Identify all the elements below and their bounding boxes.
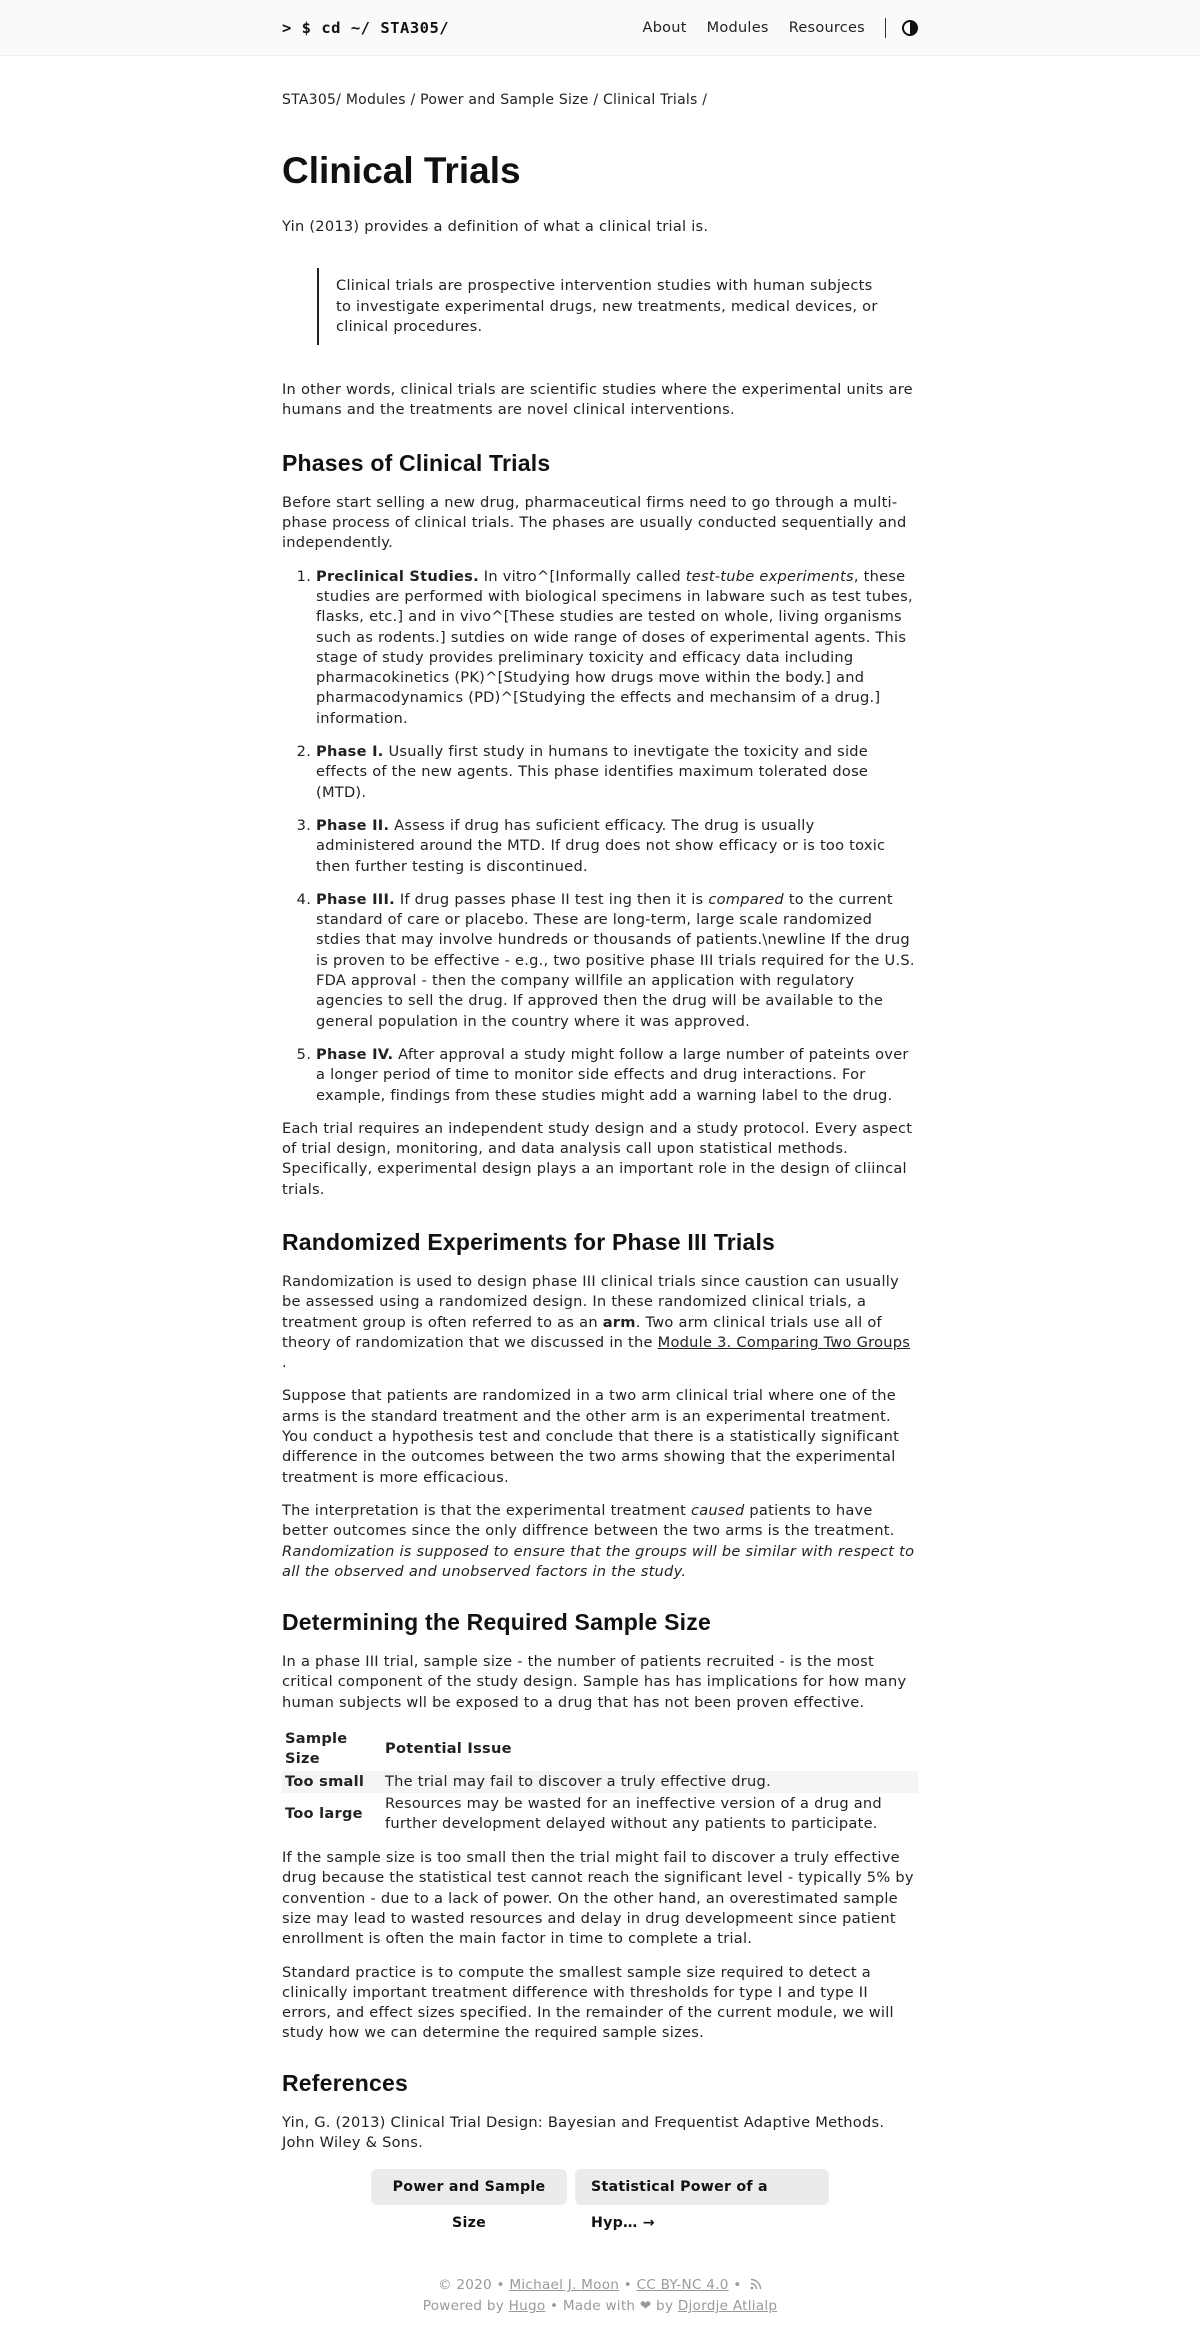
heading-sample-size: Determining the Required Sample Size (282, 1609, 711, 1636)
quote-text: Clinical trials are prospective intervention studies with human subjects to investigate experimental drugs, new treatments, medical devices, or clinical procedures. (336, 277, 878, 335)
rss-icon[interactable] (750, 2278, 762, 2290)
half-circle-icon[interactable] (902, 20, 918, 36)
nav-about[interactable]: About (642, 20, 687, 36)
footer-line-1: © 2020 • Michael J. Moon • CC BY-NC 4.0 • (282, 2275, 918, 2296)
list-item: 2. Phase I. Usually first study in humans to inevtigate the toxicity and side effects of the new agents. This phase identifies maximum tolerated dose (MTD). (316, 742, 918, 803)
phases-closing: Each trial requires an independent study design and a study protocol. Every aspect of trial design, monitoring, and data analysis call upon statistical methods. Specifically, experimental design plays a an important role in the design of cliincal trials. (282, 1119, 913, 1198)
sample-size-p3: Standard practice is to compute the smallest sample size required to detect a clinically important treatment difference with thresholds for type I and type II errors, and effect sizes specified. In the remainder of the current module, we will study how we can determine the required sample sizes. (282, 1963, 894, 2042)
footer-line-2: Powered by Hugo • Made with ❤ by Djordje Atlialp (422, 2298, 778, 2315)
table-row (282, 1771, 918, 1793)
author-link[interactable]: Michael J. Moon (509, 2277, 620, 2294)
page-title: Clinical Trials (282, 150, 521, 191)
hugo-link[interactable]: Hugo (508, 2298, 546, 2315)
sample-size-p1: In a phase III trial, sample size - the number of patients recruited - is the most critical component of the study design. Sample has has implications for how many human subjects wll be exposed to a drug that has not been proven effective. (282, 1653, 907, 1711)
randomized-p2: Suppose that patients are randomized in a two arm clinical trial where one of the arms is the standard treatment and the other arm is an experimental treatment. You conduct a hypothesis test and conclude that there is a statistically significant difference in the outcomes between the two arms showing that the experimental treatment is more efficacious. (282, 1387, 900, 1486)
heading-references: References (282, 2069, 409, 2096)
phases-list (282, 567, 918, 1106)
license-link[interactable]: CC BY-NC 4.0 (636, 2277, 729, 2294)
site-header (0, 0, 1200, 56)
theme-author-link[interactable]: Djordje Atlialp (677, 2298, 778, 2315)
table-header-row (282, 1727, 918, 1771)
reference-item: Yin, G. (2013) Clinical Trial Design: Bayesian and Frequentist Adaptive Methods. John Wiley & Sons. (282, 2113, 885, 2151)
module3-link[interactable]: Module 3. Comparing Two Groups (657, 1333, 911, 1351)
list-item: 4. Phase III. If drug passes phase II test ing then it is compared to the current standard of care or placebo. These are long-term, large scale randomized stdies that may involve hundreds or thousands of patients.\newline If the drug is proven to be effective - e.g., two positive phase III trials required for the U.S. FDA approval - then the company willfile an application with regulatory agencies to sell the drug. If approved then the drug will be available to the general population in the country where it was approved. (316, 890, 918, 1032)
heading-randomized: Randomized Experiments for Phase III Trials (282, 1228, 776, 1255)
intro-paragraph: Yin (2013) provides a definition of what a clinical trial is. (282, 218, 709, 235)
site-footer (282, 2275, 918, 2333)
list-item: 5. Phase IV. After approval a study might follow a large number of pateints over a longer period of time to monitor side effects and drug interactions. For example, findings from these studies might add a warning label to the drug. (316, 1045, 918, 1106)
prev-page-button[interactable]: Power and Sample Size (371, 2169, 567, 2205)
term-label: Phase III. (316, 890, 395, 908)
list-item: 1. Preclinical Studies. In vitro^[Informally called test-tube experiments, these studies are performed with biological specimens in labware such as test tubes, flasks, etc.] and in vivo^[These studies are tested on whole, living organisms such as rodents.] sutdies on wide range of doses of experimental agents. This stage of study provides preliminary toxicity and efficacy data including pharmacokinetics (PK)^[Studying how drugs move within the body.] and pharmacodynamics (PD)^[Studying the effects and mechansim of a drug.] information. (316, 567, 918, 729)
table-cell: Resources may be wasted for an ineffective version of a drug and further development delayed without any patients to participate. (385, 1795, 882, 1833)
list-item: 3. Phase II. Assess if drug has suficient efficacy. The drug is usually administered around the MTD. If drug does not show efficacy or is too toxic then further testing is discontinued. (316, 816, 918, 877)
column-header: Sample Size (285, 1730, 348, 1768)
nav-divider (885, 18, 886, 38)
table-row (282, 1793, 918, 1835)
sample-size-p2: If the sample size is too small then the trial might fail to discover a truly effective drug because the statistical test cannot reach the significant level - typically 5% by convention - due to a lack of power. On the other hand, an overestimated sample size may lead to wasted resources and delay in drug developmeent since patient enrollment is often the main factor in time to complete a trial. (282, 1849, 914, 1948)
nav-resources[interactable]: Resources (788, 20, 865, 36)
heading-phases: Phases of Clinical Trials (282, 449, 551, 476)
site-logo[interactable]: > $ cd ~/ STA305/ (282, 19, 450, 37)
sample-size-table (282, 1727, 918, 1835)
article (282, 56, 918, 2333)
column-header: Potential Issue (385, 1740, 512, 1758)
pagination (282, 2169, 918, 2232)
phases-intro: Before start selling a new drug, pharmaceutical firms need to go through a multi-phase process of clinical trials. The phases are usually conducted sequentially and independently. (282, 493, 907, 552)
next-page-button[interactable]: Statistical Power of a Hyp… → (575, 2169, 829, 2205)
term-label: Phase I. (316, 743, 384, 761)
table-cell: Too small (282, 1771, 382, 1793)
main-nav (623, 18, 918, 38)
term-label: Phase II. (316, 816, 390, 834)
table-cell: Too large (285, 1805, 363, 1823)
term-label: Preclinical Studies. (316, 567, 479, 585)
paragraph-other-words: In other words, clinical trials are scientific studies where the experimental units are humans and the treatments are novel clinical interventions. (282, 381, 913, 419)
definition-quote (317, 268, 918, 345)
randomized-p3: The interpretation is that the experimental treatment caused patients to have better outcomes since the only diffrence between the two arms is the treatment. Randomization is supposed to ensure that the groups will be similar with respect to all the observed and unobserved factors in the study. (282, 1501, 915, 1580)
breadcrumb[interactable]: STA305/ Modules / Power and Sample Size / Clinical Trials / (282, 92, 708, 108)
nav-modules[interactable]: Modules (706, 20, 769, 36)
term-label: Phase IV. (316, 1045, 394, 1063)
randomized-p1: Randomization is used to design phase III clinical trials since caustion can usually be assessed using a randomized design. In these randomized clinical trials, a treatment group is often referred to as an arm. Two arm clinical trials use all of theory of randomization that we discussed in the Module 3. Comparing Two Groups . (282, 1272, 911, 1372)
table-cell: The trial may fail to discover a truly effective drug. (382, 1771, 918, 1793)
